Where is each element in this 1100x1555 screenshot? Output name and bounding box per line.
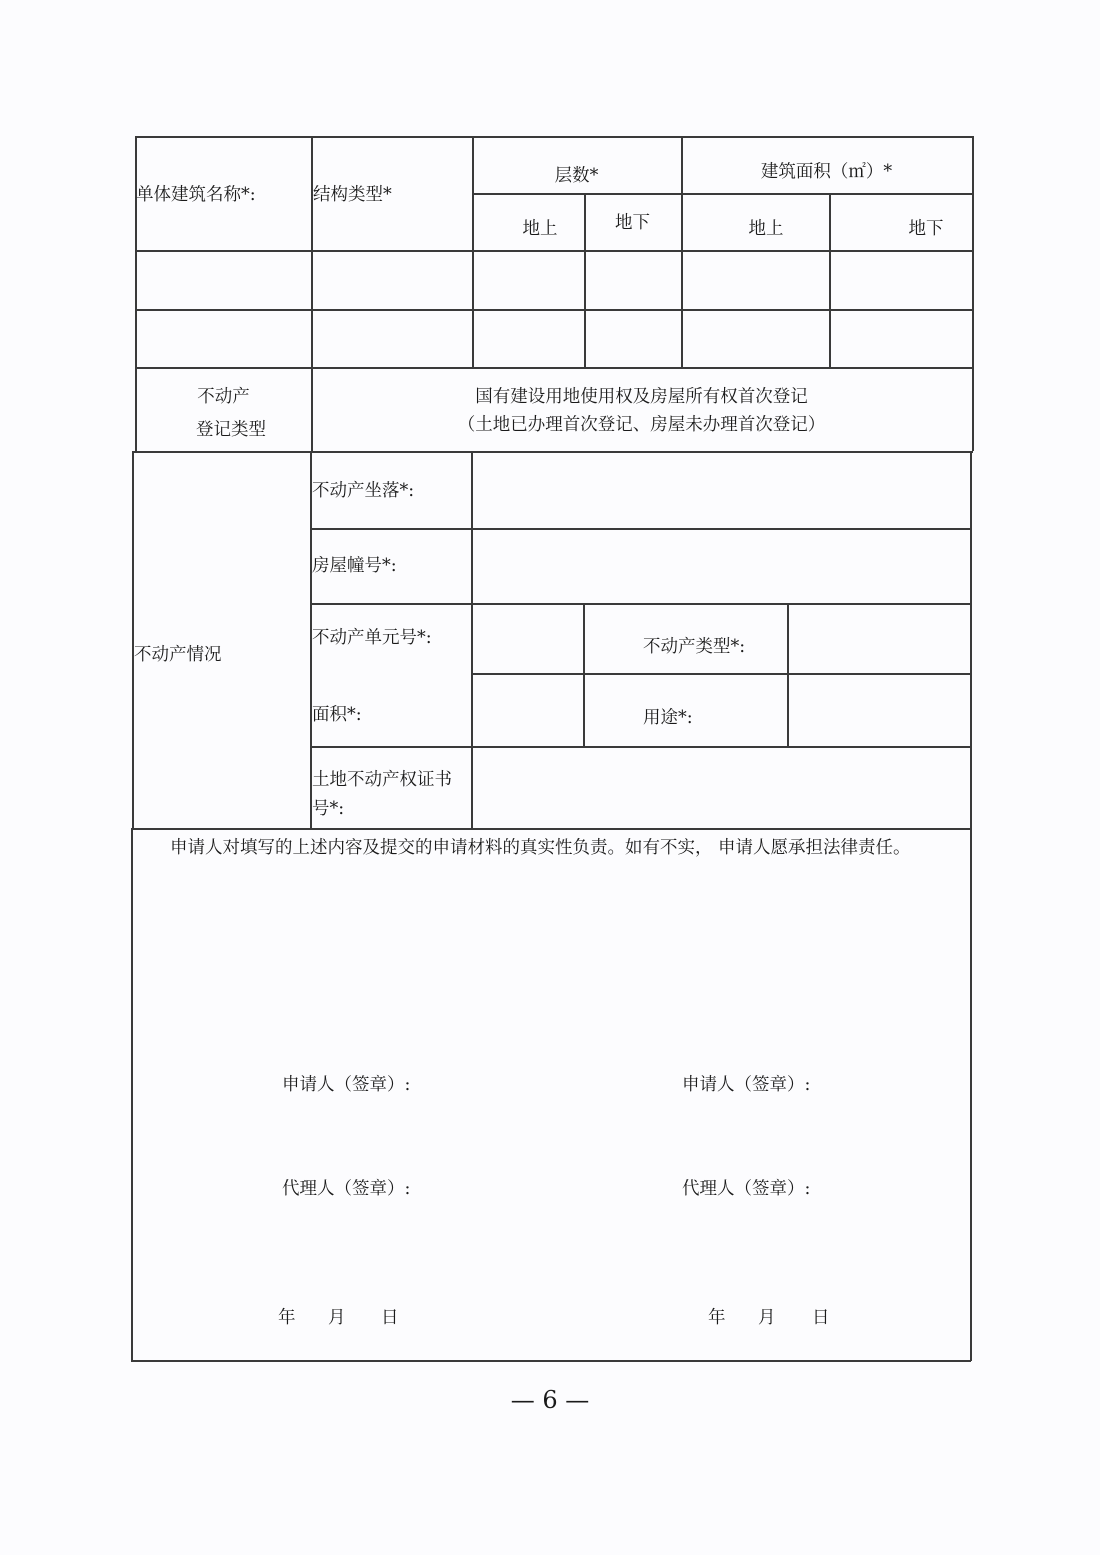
registration-type-label-line1: 不动产 <box>197 387 250 407</box>
building-name-label: 单体建筑名称*: <box>136 185 256 205</box>
unit-number-field[interactable] <box>472 604 583 673</box>
usage-label: 用途*: <box>643 708 693 728</box>
building-number-field[interactable] <box>472 529 970 603</box>
building-number-label: 房屋幢号*: <box>312 556 397 576</box>
left-date-year: 年 <box>278 1308 296 1328</box>
right-date-year: 年 <box>708 1308 726 1328</box>
area-label: 面积*: <box>312 705 362 725</box>
land-certificate-label-line2: 号*: <box>312 799 345 819</box>
building-data-row[interactable] <box>136 310 972 367</box>
land-certificate-field[interactable] <box>472 747 970 828</box>
structure-type-label: 结构类型* <box>313 185 392 205</box>
area-below-ground-label: 地下 <box>908 219 944 239</box>
registration-type-value-line1: 国有建设用地使用权及房屋所有权首次登记 <box>475 387 808 407</box>
right-applicant-signature-label: 申请人（签章）: <box>682 1075 811 1095</box>
declaration-statement: 申请人对填写的上述内容及提交的申请材料的真实性负责。如有不实， 申请人愿承担法律责任。 <box>170 838 911 858</box>
right-date-month: 月 <box>758 1308 776 1328</box>
area-above-ground-label: 地上 <box>748 219 784 239</box>
unit-number-label: 不动产单元号*: <box>312 628 432 648</box>
registration-type-label-line2: 登记类型 <box>196 420 266 440</box>
left-date-day: 日 <box>381 1308 399 1328</box>
left-date-month: 月 <box>328 1308 346 1328</box>
land-certificate-label-line1: 土地不动产权证书 <box>312 770 452 790</box>
page-number: — 6 — <box>510 1386 590 1414</box>
registration-type-value-line2: （土地已办理首次登记、房屋未办理首次登记） <box>457 415 826 435</box>
floors-label: 层数* <box>554 166 599 186</box>
left-agent-signature-label: 代理人（签章）: <box>282 1179 411 1199</box>
property-type-field[interactable] <box>788 604 970 673</box>
building-data-row[interactable] <box>136 251 972 309</box>
left-applicant-signature-label: 申请人（签章）: <box>282 1075 411 1095</box>
property-location-field[interactable] <box>472 452 970 528</box>
area-field[interactable] <box>472 674 583 746</box>
floors-above-ground-label: 地上 <box>522 219 558 239</box>
usage-field[interactable] <box>788 674 970 746</box>
property-type-label: 不动产类型*: <box>643 637 746 657</box>
property-location-label: 不动产坐落*: <box>312 481 415 501</box>
floors-below-ground-label: 地下 <box>615 213 650 233</box>
property-section-label: 不动产情况 <box>134 645 222 665</box>
building-area-label: 建筑面积（㎡）* <box>760 162 893 182</box>
right-date-day: 日 <box>812 1308 830 1328</box>
right-agent-signature-label: 代理人（签章）: <box>682 1179 811 1199</box>
